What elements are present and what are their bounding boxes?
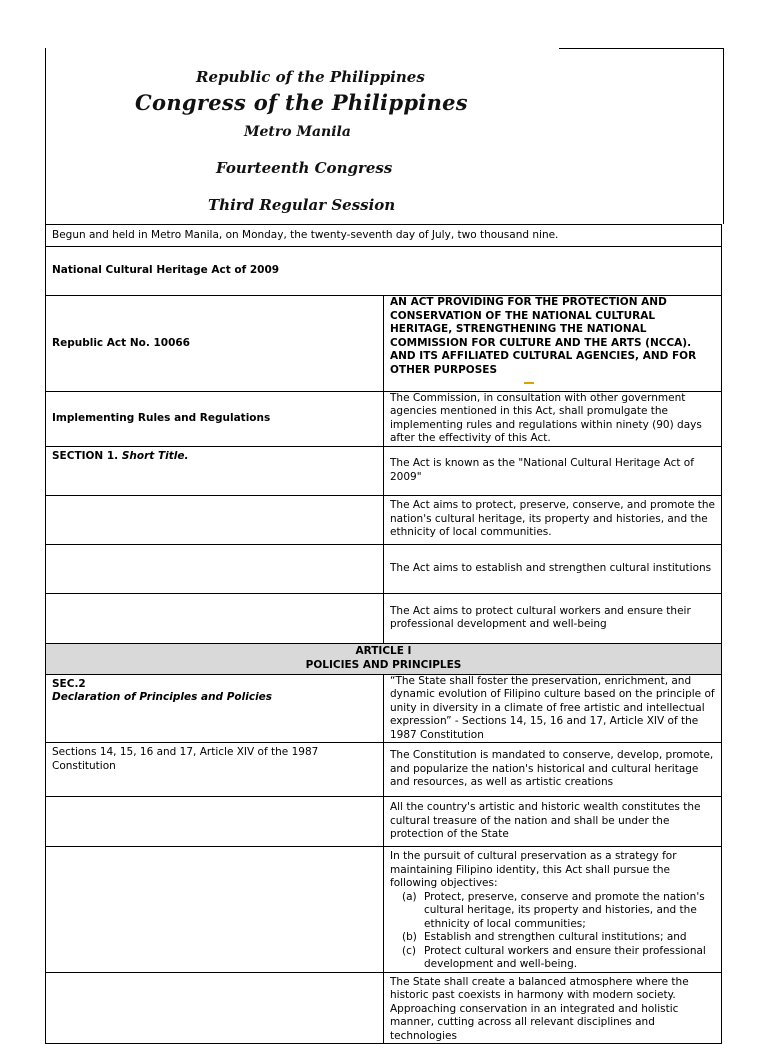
empty-cell bbox=[46, 544, 384, 593]
table-row bbox=[46, 446, 722, 495]
sec2-label: SEC.2 bbox=[52, 677, 86, 690]
sec2-text-cell: “The State shall foster the preservation, enrichment, and dynamic evolution of Filipino culture based on the principle of unity in diversity in a climate of free artistic and intellectual expression” - Sections 14, 15, 16 and 17, Article XIV of the 1987 Constitution bbox=[384, 674, 722, 743]
ra-title: AN ACT PROVIDING FOR THE PROTECTION AND CONSERVATION OF THE NATIONAL CULTURAL HERITAGE, STRENGTHENING THE NATIONAL COMMISSION FOR CULTURE AND THE ARTS (NCCA). AND ITS AFFILIATED CULTURAL AGENCIES, AND FOR OTHER PURPOSES bbox=[390, 296, 697, 376]
republic-heading: Republic of the Philippines bbox=[196, 68, 425, 86]
treasure-text-cell: All the country's artistic and historic wealth constitutes the cultural treasure of the nation and shall be under the protection of the State bbox=[384, 797, 722, 847]
empty-cell bbox=[46, 972, 384, 1044]
table-row bbox=[46, 544, 722, 593]
table-row bbox=[46, 495, 722, 544]
empty-cell bbox=[46, 797, 384, 847]
empty-cell bbox=[46, 847, 384, 973]
objectives-list bbox=[390, 891, 715, 972]
balance-text-cell: The State shall create a balanced atmosphere where the historic past coexists in harmony with modern society. Approaching conservation in an integrated and holistic manner, cutting across all relevant disciplines and technologies bbox=[384, 972, 722, 1044]
irr-text-cell: The Commission, in consultation with other government agencies mentioned in this Act, shall promulgate the implementing rules and regulations within ninety (90) days after the effectivity of this Act. bbox=[384, 391, 722, 446]
const-label-cell: Sections 14, 15, 16 and 17, Article XIV of the 1987 Constitution bbox=[46, 743, 384, 797]
act-table bbox=[45, 224, 722, 1044]
list-item-text: Establish and strengthen cultural institutions; and bbox=[424, 931, 687, 943]
list-item-label: (c) bbox=[402, 944, 416, 957]
const-text-cell: The Constitution is mandated to conserve, develop, promote, and popularize the nation's historical and cultural heritage and resources, as well as artistic creations bbox=[384, 743, 722, 797]
sec2-label-italic: Declaration of Principles and Policies bbox=[52, 691, 273, 703]
table-row bbox=[46, 225, 722, 247]
table-row bbox=[46, 674, 722, 743]
table-row bbox=[46, 643, 722, 674]
table-row bbox=[46, 593, 722, 643]
table-row bbox=[46, 247, 722, 296]
empty-cell bbox=[46, 495, 384, 544]
table-row bbox=[46, 743, 722, 797]
list-item-text: Protect cultural workers and ensure their professional development and well-being. bbox=[424, 944, 706, 970]
cursor-mark bbox=[524, 382, 534, 384]
empty-cell bbox=[46, 593, 384, 643]
sec1-label-cell bbox=[46, 446, 384, 495]
table-row bbox=[46, 391, 722, 446]
objectives-cell bbox=[384, 847, 722, 973]
sec1-text1-cell: The Act is known as the "National Cultural Heritage Act of 2009" bbox=[384, 446, 722, 495]
table-row bbox=[46, 296, 722, 392]
list-item bbox=[402, 944, 715, 972]
table-row bbox=[46, 797, 722, 847]
congress-heading: Congress of the Philippines bbox=[135, 90, 468, 115]
article-number: ARTICLE I bbox=[355, 645, 412, 657]
begun-cell: Begun and held in Metro Manila, on Monday, the twenty-seventh day of July, two thousand nine. bbox=[46, 225, 722, 247]
sec1-text4-cell: The Act aims to protect cultural workers and ensure their professional development and well-being bbox=[384, 593, 722, 643]
sec1-label-italic: Short Title. bbox=[121, 449, 189, 462]
sec2-label-cell bbox=[46, 674, 384, 743]
article-heading-cell bbox=[46, 643, 722, 674]
table-row bbox=[46, 847, 722, 973]
list-item bbox=[402, 931, 715, 945]
session-heading: Third Regular Session bbox=[208, 196, 396, 214]
irr-label-cell: Implementing Rules and Regulations bbox=[46, 391, 384, 446]
sec1-text3-cell: The Act aims to establish and strengthen cultural institutions bbox=[384, 544, 722, 593]
metro-manila-heading: Metro Manila bbox=[244, 124, 351, 140]
article-title: POLICIES AND PRINCIPLES bbox=[305, 658, 462, 671]
list-item-text: Protect, preserve, conserve and promote the nation's cultural heritage, its property and histories, and the ethnicity of local communities; bbox=[424, 890, 705, 930]
table-row bbox=[46, 972, 722, 1044]
fourteenth-congress-heading: Fourteenth Congress bbox=[216, 159, 393, 177]
sec1-label: SECTION 1. bbox=[52, 449, 119, 462]
ra-label-cell: Republic Act No. 10066 bbox=[46, 296, 384, 392]
list-item-label: (a) bbox=[402, 890, 417, 903]
act-name-cell: National Cultural Heritage Act of 2009 bbox=[46, 247, 722, 296]
list-item-label: (b) bbox=[402, 931, 417, 943]
list-item bbox=[402, 890, 715, 932]
sec1-text2-cell: The Act aims to protect, preserve, conserve, and promote the nation's cultural heritage, its property and histories, and the ethnicity of local communities. bbox=[384, 495, 722, 544]
ra-title-cell bbox=[384, 296, 722, 392]
objectives-intro: In the pursuit of cultural preservation as a strategy for maintaining Filipino identity, this Act shall pursue the following objectives: bbox=[390, 850, 677, 889]
